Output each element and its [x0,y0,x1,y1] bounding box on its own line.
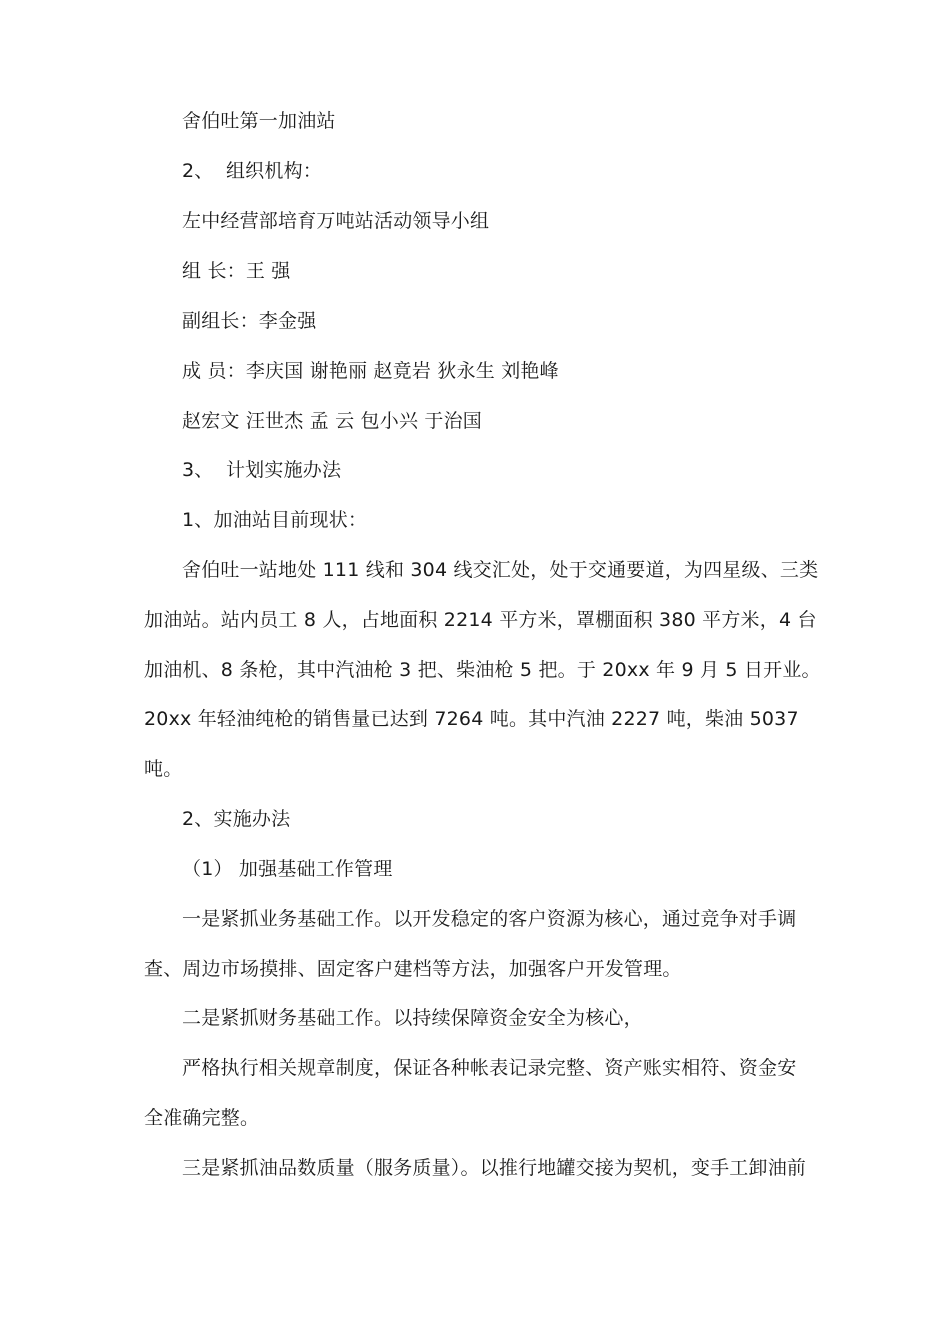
paragraph-finance-line-2: 严格执行相关规章制度，保证各种帐表记录完整、资产账实相符、资金安 [182,1057,797,1079]
deputy-leader-line: 副组长：李金强 [182,310,317,332]
subheading-implementation: 2、实施办法 [182,808,291,830]
subheading-current-status: 1、加油站目前现状： [182,509,368,531]
leadership-group-title: 左中经营部培育万吨站活动领导小组 [182,210,490,232]
members-line-1: 成 员：李庆国 谢艳丽 赵竟岩 狄永生 刘艳峰 [182,360,559,382]
paragraph-status-line-5: 吨。 [144,758,183,780]
section-heading-plan: 3、 计划实施办法 [182,459,342,481]
paragraph-business-line-1: 一是紧抓业务基础工作。以开发稳定的客户资源为核心，通过竞争对手调 [182,908,797,930]
paragraph-status-line-1: 舍伯吐一站地处 111 线和 304 线交汇处，处于交通要道，为四星级、三类 [182,559,819,581]
section-heading-organization: 2、 组织机构： [182,160,322,182]
subheading-basic-management: （1） 加强基础工作管理 [182,858,393,880]
paragraph-status-line-4: 20xx 年轻油纯枪的销售量已达到 7264 吨。其中汽油 2227 吨，柴油 5037 [144,708,799,730]
paragraph-business-line-2: 查、周边市场摸排、固定客户建档等方法，加强客户开发管理。 [144,958,682,980]
members-line-2: 赵宏文 汪世杰 孟 云 包小兴 于治国 [182,410,482,432]
paragraph-status-line-3: 加油机、8 条枪，其中汽油枪 3 把、柴油枪 5 把。于 20xx 年 9 月 5 日开业。 [144,659,821,681]
group-leader-line: 组 长：王 强 [182,260,291,282]
station-name-line: 舍伯吐第一加油站 [182,110,336,132]
paragraph-status-line-2: 加油站。站内员工 8 人，占地面积 2214 平方米，罩棚面积 380 平方米，4 台 [144,609,817,631]
paragraph-finance-line-1: 二是紧抓财务基础工作。以持续保障资金安全为核心， [182,1007,643,1029]
paragraph-quality-line-1: 三是紧抓油品数质量（服务质量）。以推行地罐交接为契机，变手工卸油前 [182,1157,807,1179]
paragraph-finance-line-3: 全准确完整。 [144,1107,260,1129]
